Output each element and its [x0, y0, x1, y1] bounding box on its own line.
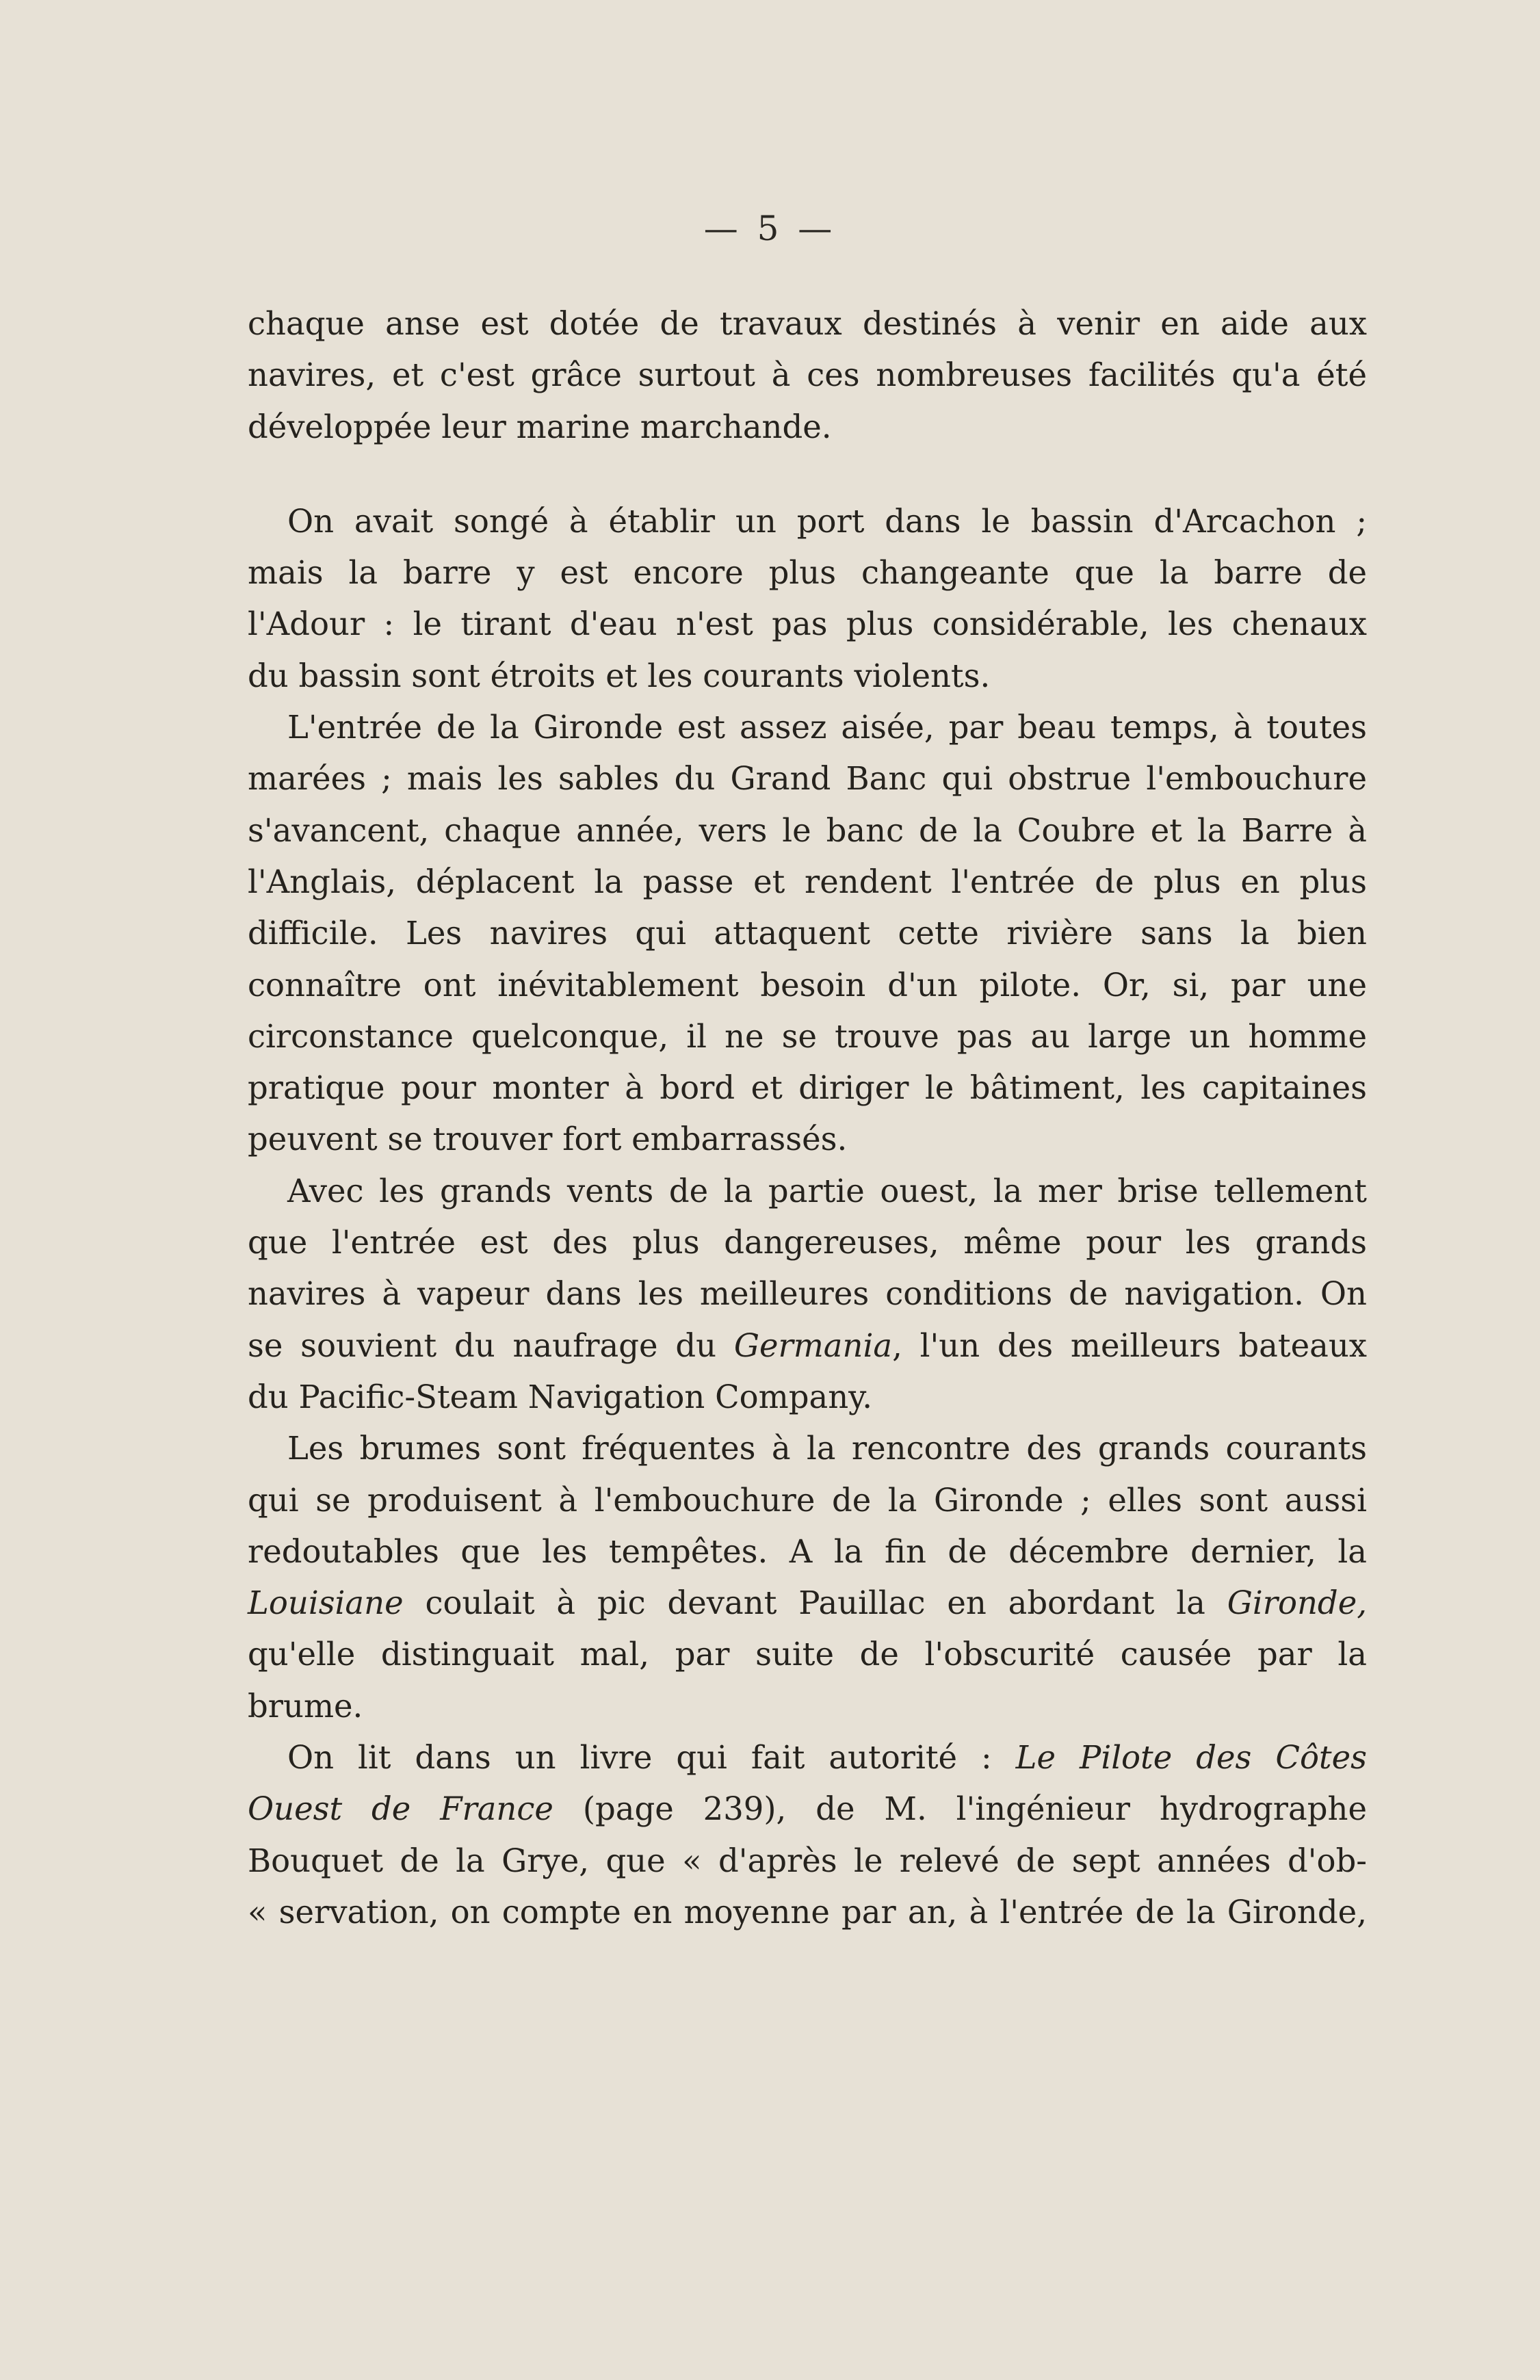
- body-text: [248, 298, 1367, 1938]
- text-run: , l'un des meilleurs bateaux: [892, 1326, 1367, 1364]
- paragraph: [248, 1423, 1367, 1732]
- ship-name-italic: Louisiane: [248, 1584, 404, 1622]
- text-line: Avec les grands vents de la partie ouest, la mer brise tellement: [287, 1172, 1367, 1209]
- text-line: L'entrée de la Gironde est assez aisée, par beau temps, à toutes: [287, 709, 1367, 746]
- paragraph: [248, 496, 1367, 702]
- text-line-with-italic: [248, 1732, 1367, 1783]
- text-line: chaque anse est dotée de travaux destinés à venir en aide aux: [248, 305, 1367, 342]
- text-line: difficile. Les navires qui attaquent cette rivière sans la bien: [248, 915, 1367, 952]
- text-line: l'Anglais, déplacent la passe et rendent l'entrée de plus en plus: [248, 863, 1367, 900]
- text-line-with-italic: [248, 1320, 1367, 1372]
- text-line: peuvent se trouver fort embarrassés.: [248, 1121, 848, 1158]
- text-line: connaître ont inévitablement besoin d'un pilote. Or, si, par une: [248, 966, 1367, 1004]
- text-line: pratique pour monter à bord et diriger le bâtiment, les capitaines: [248, 1069, 1367, 1107]
- text-line: mais la barre y est encore plus changeante que la barre de: [248, 554, 1367, 592]
- text-run: coulait à pic devant Pauillac en abordant la: [403, 1584, 1227, 1622]
- text-line: que l'entrée est des plus dangereuses, même pour les grands: [248, 1224, 1367, 1261]
- text-line: circonstance quelconque, il ne se trouve pas au large un homme: [248, 1017, 1367, 1055]
- paragraph: [248, 1732, 1367, 1938]
- text-line: On avait songé à établir un port dans le bassin d'Arcachon ;: [287, 502, 1367, 540]
- text-line: qui se produisent à l'embouchure de la Gironde ; elles sont aussi: [248, 1481, 1367, 1519]
- text-line: Les brumes sont fréquentes à la rencontre des grands courants: [287, 1430, 1367, 1467]
- text-line: Bouquet de la Grye, que « d'après le relevé de sept années d'ob-: [248, 1842, 1367, 1879]
- text-run: se souvient du naufrage du: [248, 1326, 734, 1364]
- text-run: On lit dans un livre qui fait autorité :: [287, 1739, 1016, 1777]
- paragraph: [248, 298, 1367, 453]
- text-line: l'Adour : le tirant d'eau n'est pas plus considérable, les chenaux: [248, 605, 1367, 643]
- paragraph: [248, 702, 1367, 1166]
- text-line: navires à vapeur dans les meilleures conditions de navigation. On: [248, 1275, 1367, 1313]
- text-run: (page 239), de M. l'ingénieur hydrographe: [553, 1790, 1367, 1828]
- ship-name-italic: Gironde,: [1227, 1584, 1367, 1622]
- page-number: — 5 —: [703, 209, 837, 248]
- text-line: s'avancent, chaque année, vers le banc de la Coubre et la Barre à: [248, 811, 1367, 849]
- book-title-italic: Le Pilote des Côtes: [1015, 1739, 1368, 1777]
- text-line: développée leur marine marchande.: [248, 408, 832, 445]
- text-line: du bassin sont étroits et les courants violents.: [248, 657, 991, 694]
- book-title-italic: Ouest de France: [248, 1790, 553, 1828]
- text-line: du Pacific-Steam Navigation Company.: [248, 1378, 873, 1415]
- text-line-with-italic: [248, 1578, 1367, 1629]
- text-line: navires, et c'est grâce surtout à ces nombreuses facilités qu'a été: [248, 356, 1367, 394]
- text-line: redoutables que les tempêtes. A la fin de décembre dernier, la: [248, 1532, 1367, 1570]
- text-line: qu'elle distinguait mal, par suite de l'obscurité causée par la: [248, 1636, 1367, 1673]
- text-line-with-italic: [248, 1783, 1367, 1835]
- text-line: brume.: [248, 1687, 363, 1725]
- text-line: « servation, on compte en moyenne par an, à l'entrée de la Gironde,: [248, 1893, 1367, 1931]
- ship-name-italic: Germania: [733, 1326, 893, 1364]
- text-line: marées ; mais les sables du Grand Banc qui obstrue l'embouchure: [248, 760, 1367, 798]
- paragraph: [248, 1166, 1367, 1423]
